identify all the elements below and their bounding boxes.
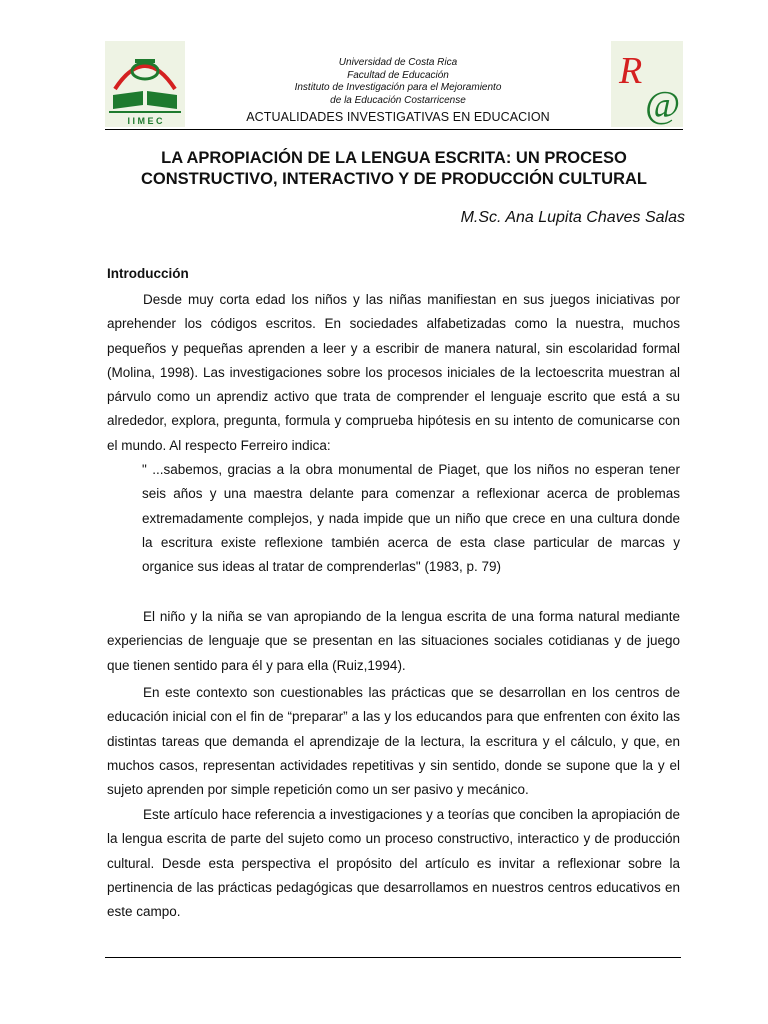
title-line: LA APROPIACIÓN DE LA LENGUA ESCRITA: UN PROCESO: [161, 149, 627, 167]
paragraph-3: En este contexto son cuestionables las prácticas que se desarrollan en los centros de educación inicial con el fin de “preparar” a las y los educandos para que enfrenten con éxito las distintas tareas que demanda el aprendizaje de la lectura, la escritura y el cálculo, y que, en muchos casos, representan actividades repetitivas y sin sentido, donde se supone que la y el sujeto aprenden por simple repetición como un ser pasivo y mecánico.: [107, 685, 680, 798]
article-title: [105, 148, 683, 190]
paragraph-intro: Desde muy corta edad los niños y las niñas manifiestan en sus juegos iniciativas por aprehender los códigos escritos. En sociedades alfabetizadas como la nuestra, muchos pequeños y pequeñas aprenden a leer y a escribir de manera natural, sin escolaridad formal (Molina, 1998). Las investigaciones sobre los procesos iniciales de la lectoescrita muestran al párvulo como un aprendiz activo que trata de comprender el lenguaje escrito que está a su alrededor, explora, pregunta, formula y comprueba hipótesis en su intento de comunicarse con el mundo. Al respecto Ferreiro indica:: [107, 292, 680, 453]
iimec-logo-text: I I M E C: [127, 116, 163, 126]
logo-at-symbol: @: [645, 84, 680, 126]
title-line: CONSTRUCTIVO, INTERACTIVO Y DE PRODUCCIÓN CULTURAL: [140, 170, 647, 188]
institution-line: Universidad de Costa Rica: [338, 57, 458, 68]
author-name: M.Sc. Ana Lupita Chaves Salas: [460, 209, 685, 226]
revista-logo: [611, 41, 683, 127]
institution-line: Instituto de Investigación para el Mejoramiento: [294, 82, 502, 93]
institution-text: [189, 57, 607, 107]
section-heading: Introducción: [107, 266, 189, 281]
institution-line: de la Educación Costarricense: [330, 94, 466, 106]
logo-letter-r: R: [619, 50, 643, 92]
paragraph-4: Este artículo hace referencia a investigaciones y a teorías que conciben la apropiación de la lengua escrita de parte del sujeto como un proceso constructivo, interactico y de producción cultural. Desde esta perspectiva el propósito del artículo es invitar a reflexionar sobre la pertinencia de las prácticas pedagógicas que desarrollamos en nuestros centros educativos en este campo.: [107, 807, 680, 920]
footer-divider: [105, 957, 681, 958]
iimec-logo: [105, 41, 185, 127]
block-quote: " ...sabemos, gracias a la obra monumental de Piaget, que los niños no esperan tener seis años y una maestra delante para comenzar a reflexionar acerca de problemas extremadamente complejos, y nada impide que un niño que crece en una cultura donde la escritura existe reflexione también acerca de esta clase particular de marcas y organice sus ideas al tratar de comprenderlas" (1983, p. 79): [142, 462, 680, 575]
paragraph-2: El niño y la niña se van apropiando de la lengua escrita de una forma natural mediante experiencias de lenguaje que se presentan en las situaciones sociales cotidianas y de juego que tienen sentido para él y para ella (Ruiz,1994).: [107, 609, 680, 673]
institution-line: Facultad de Educación: [347, 69, 449, 81]
iimec-logo-graphic: [105, 41, 185, 127]
revista-logo-graphic: [611, 41, 683, 127]
page-header: [105, 41, 683, 130]
journal-title: ACTUALIDADES INVESTIGATIVAS EN EDUCACION: [246, 110, 550, 124]
